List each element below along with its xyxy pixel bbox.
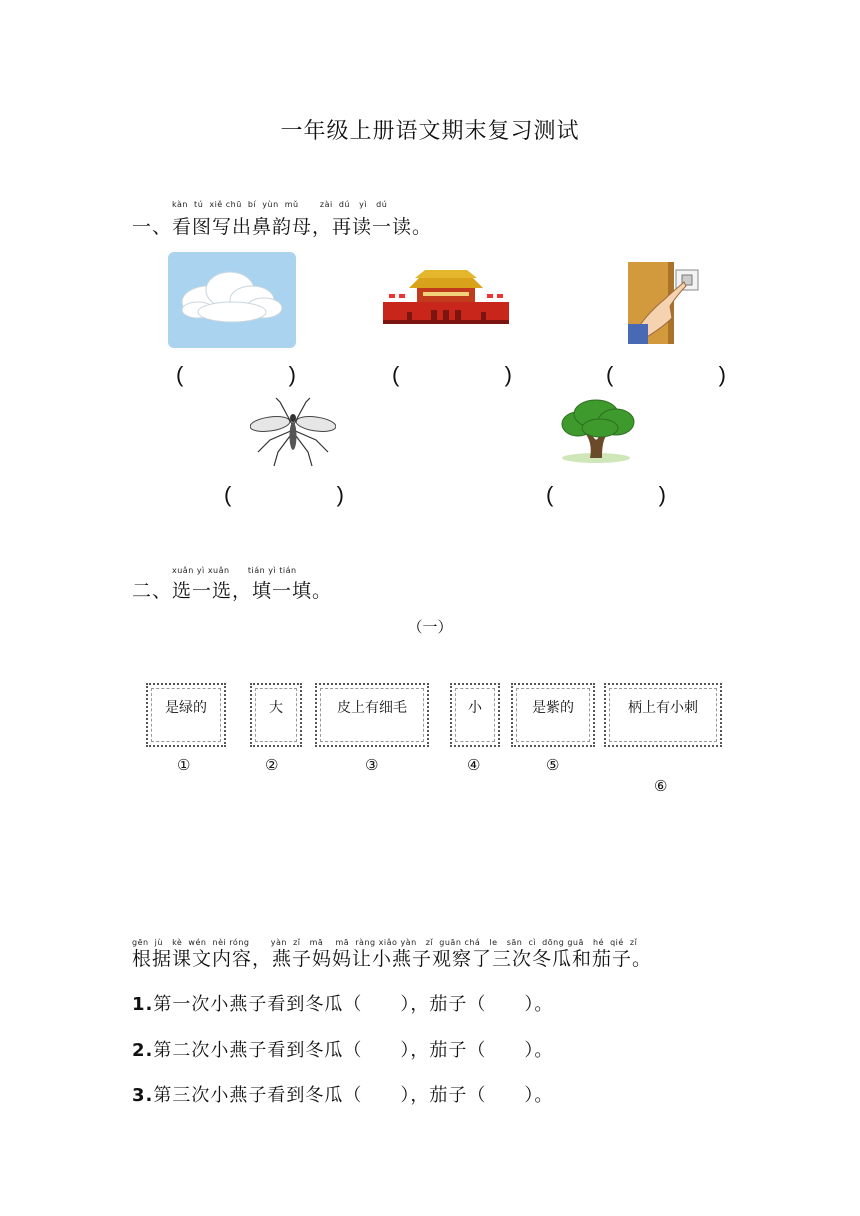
paren-close: ) [504, 362, 512, 387]
paren-open: ( [392, 362, 400, 387]
card-number-3: ③ [365, 756, 379, 774]
line-text: 第二次小燕子看到冬瓜（ ），茄子（ ）。 [153, 1040, 554, 1061]
answer-paren-4[interactable] [224, 482, 344, 508]
line-number: 1. [132, 994, 154, 1015]
line-number: 3. [132, 1085, 154, 1106]
card-number-4: ④ [467, 756, 481, 774]
option-card-1[interactable]: 是绿的 [146, 683, 226, 747]
card-number-1: ① [177, 756, 191, 774]
cloud-image [168, 252, 296, 348]
paren-open: ( [176, 362, 184, 387]
answer-paren-5[interactable] [546, 482, 666, 508]
card-number-2: ② [265, 756, 279, 774]
answer-paren-3[interactable] [606, 362, 726, 388]
page-title: 一年级上册语文期末复习测试 [280, 119, 580, 144]
doorbell-image [628, 262, 700, 344]
card-number-6: ⑥ [654, 777, 668, 795]
question-line-1[interactable] [132, 990, 553, 1016]
section2-pinyin: xuǎn yì xuǎn tián yì tián [172, 566, 297, 575]
option-card-6[interactable]: 柄上有小刺 [604, 683, 722, 747]
answer-paren-1[interactable] [176, 362, 296, 388]
tree-image [556, 398, 636, 464]
answer-paren-2[interactable] [392, 362, 512, 388]
tiananmen-image [383, 268, 509, 330]
sub-label: （一） [407, 618, 453, 636]
mosquito-image [250, 396, 336, 468]
paren-open: ( [224, 482, 232, 507]
paren-open: ( [606, 362, 614, 387]
paren-close: ) [718, 362, 726, 387]
option-card-3[interactable]: 皮上有细毛 [315, 683, 429, 747]
question-line-2[interactable] [132, 1036, 553, 1062]
option-card-4[interactable]: 小 [450, 683, 500, 747]
section1-pinyin: kàn tú xiě chū bí yùn mǔ zài dú yì dú [172, 200, 388, 209]
section1-heading: 一、看图写出鼻韵母，再读一读。 [132, 216, 433, 238]
card-number-5: ⑤ [546, 756, 560, 774]
section2-heading: 二、选一选，填一填。 [132, 580, 333, 602]
paren-open: ( [546, 482, 554, 507]
option-card-2[interactable]: 大 [250, 683, 302, 747]
paren-close: ) [658, 482, 666, 507]
paren-close: ) [336, 482, 344, 507]
line-number: 2. [132, 1040, 154, 1061]
line-text: 第一次小燕子看到冬瓜（ ），茄子（ ）。 [153, 994, 554, 1015]
option-card-5[interactable]: 是紫的 [511, 683, 595, 747]
question-heading: 根据课文内容，燕子妈妈让小燕子观察了三次冬瓜和茄子。 [132, 948, 653, 970]
paren-close: ) [288, 362, 296, 387]
question-line-3[interactable] [132, 1081, 553, 1107]
question-pinyin: gēn jù kè wén nèi róng yàn zǐ mā mā ràng xiǎo yàn zǐ guān chá le sān cì dōng guā hé qié zǐ [132, 938, 638, 947]
line-text: 第三次小燕子看到冬瓜（ ），茄子（ ）。 [153, 1085, 554, 1106]
